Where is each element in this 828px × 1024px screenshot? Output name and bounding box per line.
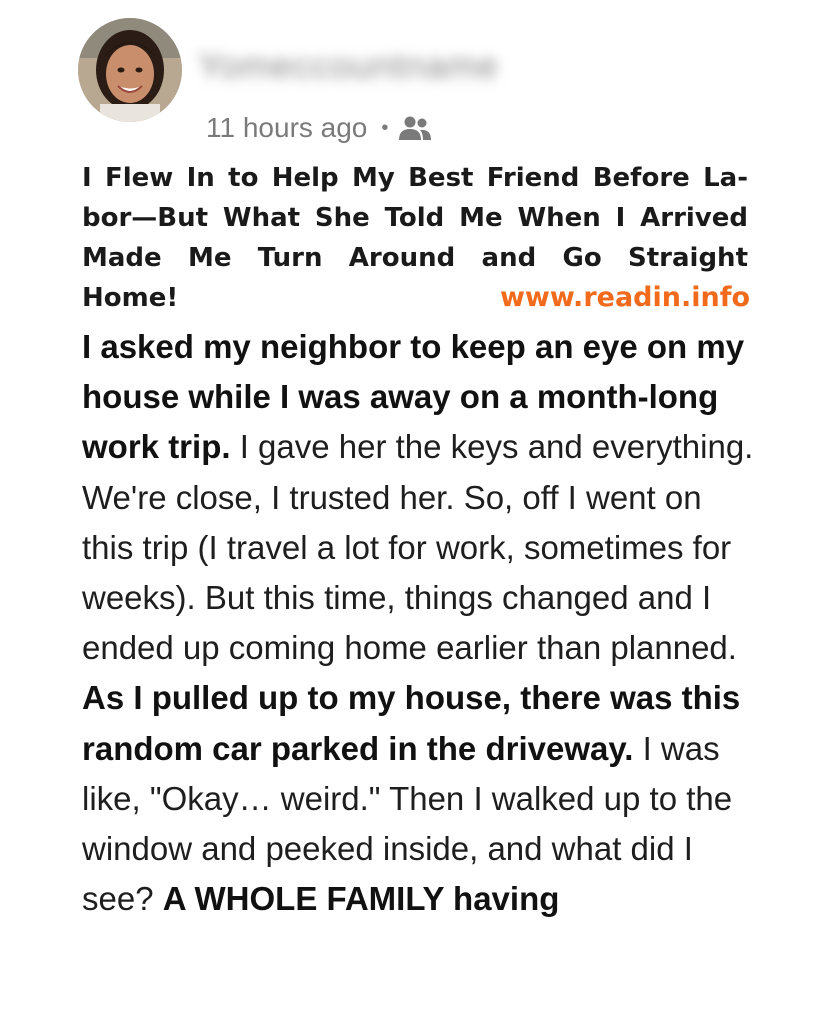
story-segment-bold: I asked my neighbor to keep an eye on my house while I was away on a month-long work trip. — [82, 328, 745, 466]
source-watermark: www.readin.info — [499, 282, 750, 313]
friends-icon[interactable] — [398, 114, 432, 142]
story-body — [82, 322, 762, 924]
story-segment-bold: As I pulled up to my house, there was this random car parked in the driveway. — [82, 679, 741, 767]
post-timestamp[interactable]: 11 hours ago — [206, 112, 368, 143]
meta-separator: • — [381, 116, 389, 139]
story-segment: I was like, "Okay… weird." Then I walked up to the window and peeked inside, and what did I see? — [82, 729, 733, 918]
story-segment-bold: A WHOLE FAMILY having — [162, 880, 560, 918]
article-headline-text: I Flew In to Help My Best Friend Before La-bor—But What She Told Me When I Arrived Made Me Turn Around and Go Straight Home! — [82, 163, 748, 313]
avatar-photo-icon — [78, 18, 182, 122]
avatar[interactable] — [78, 18, 182, 122]
post-header — [78, 18, 778, 158]
post-meta — [206, 110, 432, 146]
story-segment: I gave her the keys and everything. We're close, I trusted her. So, off I went on this trip (I travel a lot for work, sometimes for weeks). But this time, things changed and I ended up coming home earlier than planned. — [82, 428, 754, 667]
author-name[interactable]: Yomeccountname — [198, 45, 499, 86]
